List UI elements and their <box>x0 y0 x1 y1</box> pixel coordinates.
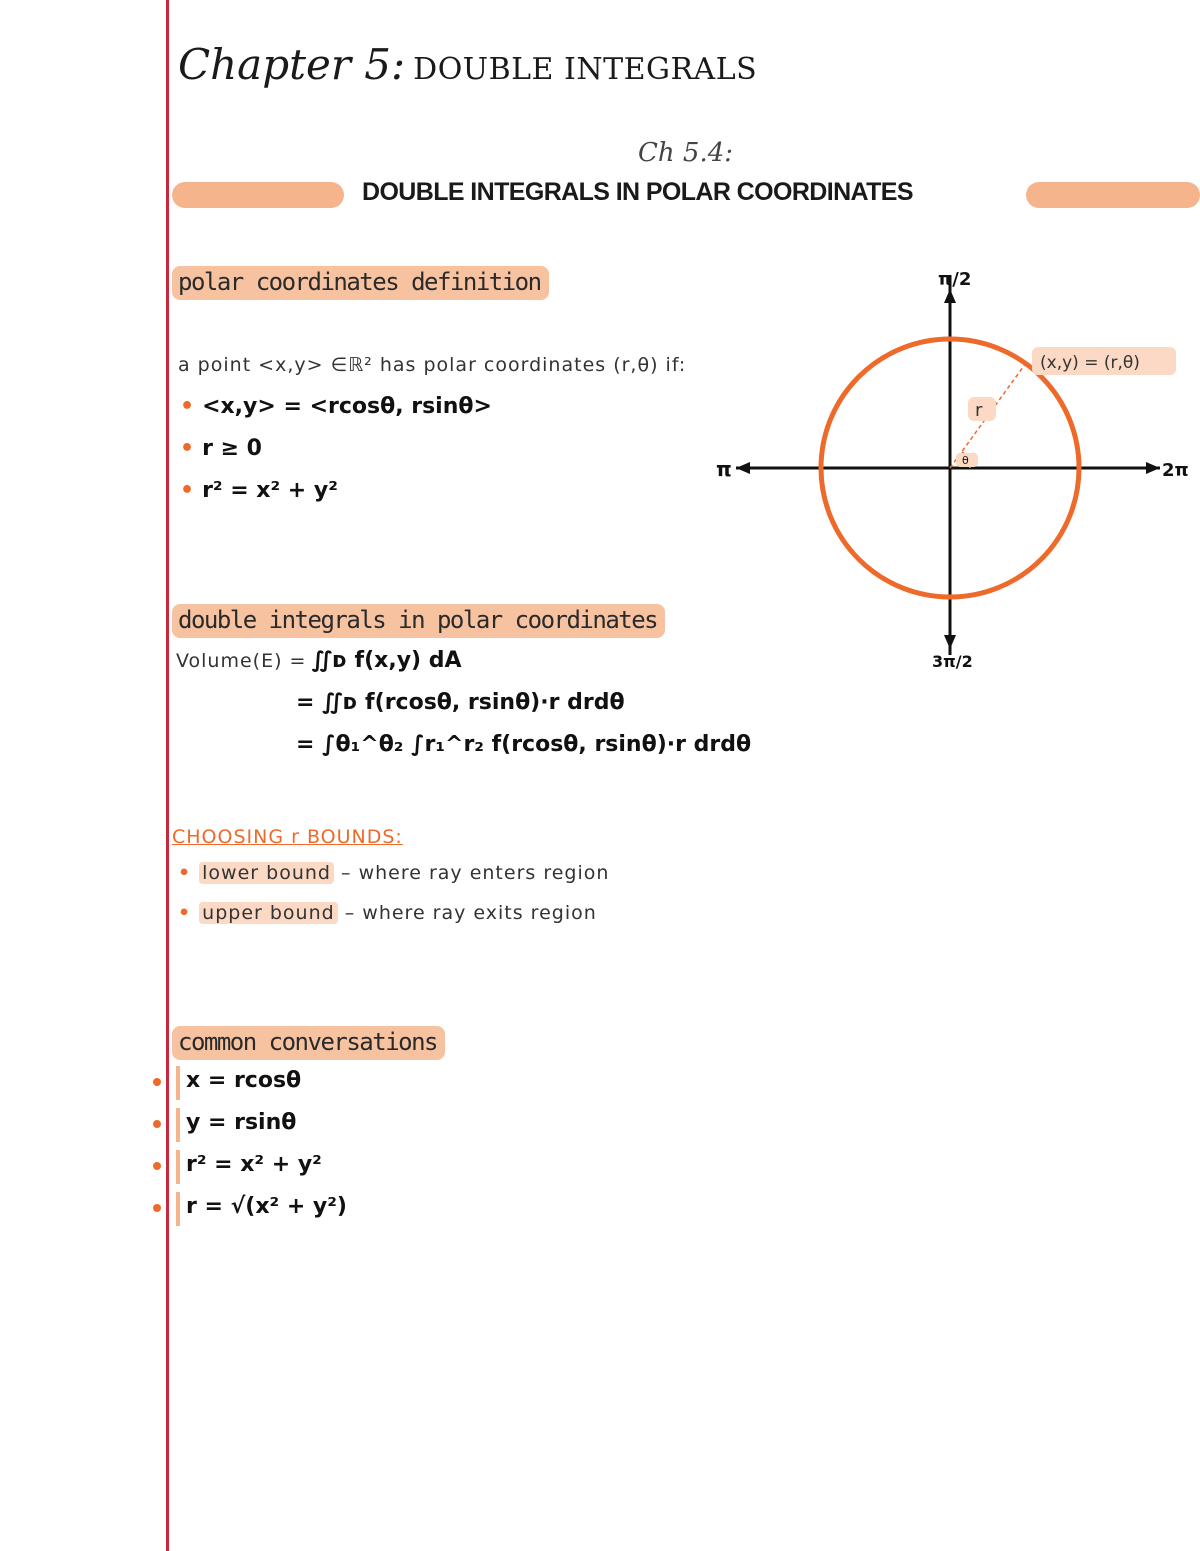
bounds-term: upper bound <box>199 902 338 924</box>
conversion-bar <box>176 1108 180 1142</box>
conversion-dot <box>153 1120 161 1128</box>
integral-expression-3: = ∫θ₁^θ₂ ∫r₁^r₂ f(rcosθ, rsinθ)·r drdθ <box>296 732 752 757</box>
bullet-dot: • <box>180 394 195 419</box>
integral-line-1 <box>176 648 462 673</box>
chapter-title: DOUBLE INTEGRALS <box>413 52 758 87</box>
right-axis-label: 2π <box>1162 460 1189 481</box>
top-axis-label: π/2 <box>938 269 972 290</box>
definition-bullet <box>180 478 338 503</box>
angle-label: θ <box>962 454 969 467</box>
bullet-dot: • <box>180 436 195 461</box>
conversion-bar <box>176 1150 180 1184</box>
section-title: DOUBLE INTEGRALS IN POLAR COORDINATES <box>362 178 913 206</box>
integral-expression-1: ∬ᴅ f(x,y) dA <box>311 648 462 673</box>
axis-arrow-left <box>736 462 750 474</box>
bounds-desc: – where ray exits region <box>337 902 597 924</box>
axis-arrow-down <box>944 635 956 649</box>
conversion-item: y = rsinθ <box>186 1110 297 1135</box>
chapter-header <box>178 40 757 100</box>
chapter-number: Chapter 5: <box>178 40 406 89</box>
bullet-dot: • <box>178 862 192 884</box>
radius-label: r <box>975 400 983 421</box>
conversion-bar <box>176 1192 180 1226</box>
definition-bullet <box>180 436 262 461</box>
bullet-text: <x,y> = <rcosθ, rsinθ> <box>202 394 492 419</box>
conversion-bar <box>176 1066 180 1100</box>
bottom-axis-label: 3π/2 <box>932 652 973 671</box>
margin-line <box>166 0 169 1551</box>
volume-label: Volume(E) = <box>176 650 307 672</box>
bullet-dot: • <box>180 478 195 503</box>
bounds-term: lower bound <box>199 862 334 884</box>
conversion-item: x = rcosθ <box>186 1068 302 1093</box>
banner-stripe-left <box>172 182 344 208</box>
conversion-dot <box>153 1204 161 1212</box>
definition-intro: a point <x,y> ∈ℝ² has polar coordinates (r,θ) if: <box>178 354 687 376</box>
integrals-heading: double integrals in polar coordinates <box>172 604 665 638</box>
bounds-desc: – where ray enters region <box>333 862 610 884</box>
unit-circle-diagram <box>700 255 1200 695</box>
bounds-item <box>178 862 609 884</box>
bullet-text: r ≥ 0 <box>202 436 262 461</box>
conversion-dot <box>153 1162 161 1170</box>
bullet-text: r² = x² + y² <box>202 478 338 503</box>
banner-stripe-right <box>1026 182 1200 208</box>
conversion-dot <box>153 1078 161 1086</box>
bounds-item <box>178 902 597 924</box>
axis-arrow-up <box>944 289 956 303</box>
definition-bullet <box>180 394 492 419</box>
integral-expression-2: = ∬ᴅ f(rcosθ, rsinθ)·r drdθ <box>296 690 625 715</box>
definition-heading: polar coordinates definition <box>172 266 549 300</box>
conversion-item: r = √(x² + y²) <box>186 1194 347 1219</box>
conversion-item: r² = x² + y² <box>186 1152 322 1177</box>
bullet-dot: • <box>178 902 192 924</box>
conversions-heading: common conversations <box>172 1026 445 1060</box>
point-label: (x,y) = (r,θ) <box>1040 353 1140 373</box>
bounds-heading: CHOOSING r BOUNDS: <box>172 826 403 848</box>
axis-arrow-right <box>1146 462 1160 474</box>
section-number: Ch 5.4: <box>638 138 734 168</box>
left-axis-label: π <box>716 457 732 481</box>
